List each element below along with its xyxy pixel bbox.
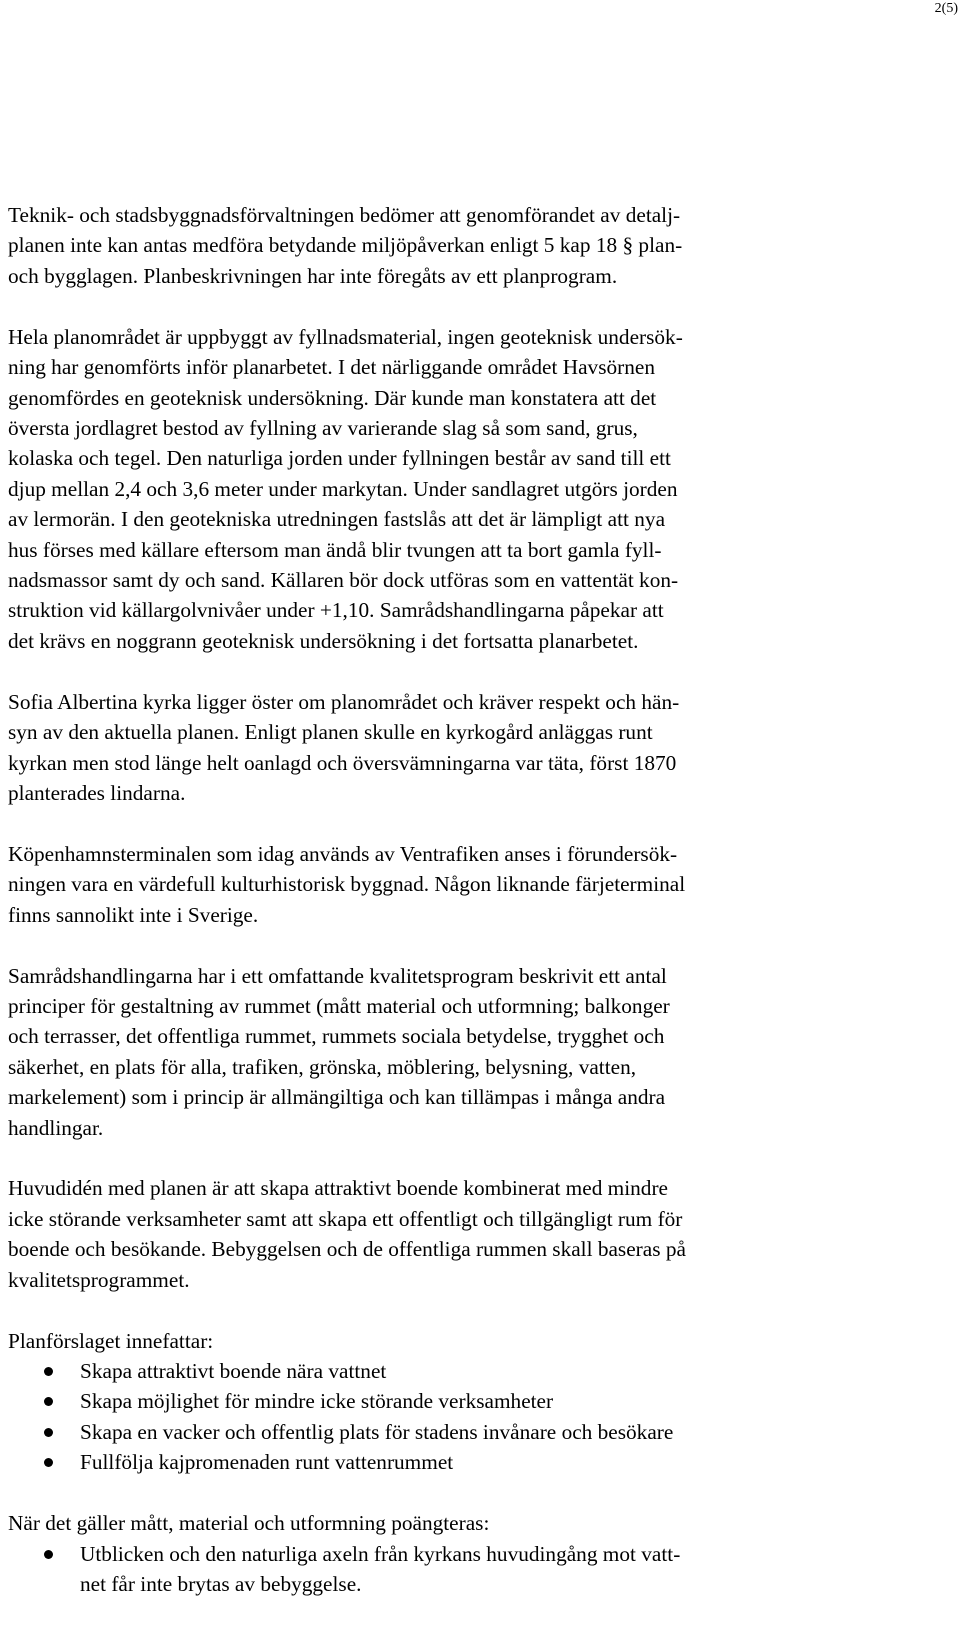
- list-item-text: Fullfölja kajpromenaden runt vattenrummet: [80, 1450, 454, 1475]
- paragraph-kyrka: [8, 687, 838, 809]
- text-line: av lermorän. I den geotekniska utredningen fastslås att det är lämpligt att nya: [8, 507, 666, 532]
- list-item-text: Skapa attraktivt boende nära vattnet: [80, 1359, 387, 1383]
- text-line: säkerhet, en plats för alla, trafiken, grönska, möblering, belysning, vatten,: [8, 1054, 637, 1079]
- text-line: handlingar.: [8, 1115, 104, 1140]
- text-line: ningen vara en värdefull kulturhistorisk byggnad. Någon liknande färjeterminal: [8, 872, 686, 897]
- text-line: Teknik- och stadsbyggnadsförvaltningen bedömer att genomförandet av detalj-: [8, 203, 681, 227]
- text-line: ning har genomförts inför planarbetet. I det närliggande området Havsörnen: [8, 355, 655, 380]
- bullet-icon: [44, 1367, 53, 1376]
- text-line: principer för gestaltning av rummet (mått material och utformning; balkonger: [8, 993, 670, 1018]
- text-line: Samrådshandlingarna har i ett omfattande kvalitetsprogram beskrivit ett antal: [8, 963, 667, 988]
- paragraph-huvudide: [8, 1173, 838, 1295]
- list-item-text: Skapa möjlighet för mindre icke störande verksamheter: [80, 1389, 554, 1414]
- text-line: Planförslaget innefattar:: [8, 1328, 214, 1353]
- list-item: [8, 1356, 838, 1386]
- text-line: översta jordlagret bestod av fyllning av varierande slag så som sand, grus,: [8, 415, 638, 440]
- text-line: Hela planområdet är uppbyggt av fyllnadsmaterial, ingen geoteknisk undersök-: [8, 324, 683, 349]
- text-line: icke störande verksamheter samt att skapa ett offentligt och tillgängligt rum för: [8, 1206, 683, 1231]
- bullet-icon: [44, 1550, 53, 1559]
- text-line: hus förses med källare eftersom man ändå blir tvungen att ta bort gamla fyll-: [8, 537, 662, 562]
- text-line: Köpenhamnsterminalen som idag används av Ventrafiken anses i förundersök-: [8, 841, 678, 866]
- page-number: 2(5): [934, 1, 958, 16]
- bullet-icon: [44, 1458, 53, 1467]
- text-line: markelement) som i princip är allmängiltiga och kan tillämpas i många andra: [8, 1085, 666, 1110]
- list-intro-planforslaget: [8, 1326, 838, 1356]
- text-line: nadsmassor samt dy och sand. Källaren bör dock utföras som en vattentät kon-: [8, 567, 679, 592]
- list-item: [8, 1539, 838, 1600]
- text-line: syn av den aktuella planen. Enligt planen skulle en kyrkogård anläggas runt: [8, 720, 653, 745]
- bullet-icon: [44, 1397, 53, 1406]
- paragraph-kvalitetsprogram: [8, 961, 838, 1143]
- text-line: planterades lindarna.: [8, 780, 186, 805]
- list-item-text: net får inte brytas av bebyggelse.: [80, 1571, 362, 1596]
- text-line: finns sannolikt inte i Sverige.: [8, 902, 259, 927]
- list-item: [8, 1417, 838, 1447]
- text-line: genomfördes en geoteknisk undersökning. Där kunde man konstatera att det: [8, 385, 657, 410]
- text-line: boende och besökande. Bebyggelsen och de offentliga rummen skall baseras på: [8, 1237, 686, 1262]
- text-line: det krävs en noggrann geoteknisk undersökning i det fortsatta planarbetet.: [8, 628, 639, 653]
- text-line: struktion vid källargolvnivåer under +1,10. Samrådshandlingarna påpekar att: [8, 598, 664, 623]
- text-line: Sofia Albertina kyrka ligger öster om planområdet och kräver respekt och hän-: [8, 689, 680, 714]
- paragraph-miljopaverkan: [8, 200, 838, 291]
- text-line: djup mellan 2,4 och 3,6 meter under markytan. Under sandlagret utgörs jorden: [8, 476, 678, 501]
- paragraph-terminal: [8, 839, 838, 930]
- text-line: Huvudidén med planen är att skapa attraktivt boende kombinerat med mindre: [8, 1176, 668, 1201]
- text-line: kolaska och tegel. Den naturliga jorden under fyllningen består av sand till ett: [8, 446, 671, 471]
- bullet-list-matt: [8, 1539, 838, 1600]
- text-line: kyrkan men stod länge helt oanlagd och översvämningarna var täta, först 1870: [8, 750, 677, 775]
- text-line: När det gäller mått, material och utformning poängteras:: [8, 1511, 490, 1536]
- paragraph-geoteknik: [8, 322, 838, 656]
- text-line: och bygglagen. Planbeskrivningen har inte föregåts av ett planprogram.: [8, 263, 618, 288]
- list-intro-matt: [8, 1508, 838, 1538]
- list-item-text: Skapa en vacker och offentlig plats för stadens invånare och besökare: [80, 1419, 674, 1444]
- bullet-icon: [44, 1428, 53, 1437]
- list-item: [8, 1447, 838, 1477]
- list-item: [8, 1386, 838, 1416]
- text-line: kvalitetsprogrammet.: [8, 1267, 190, 1292]
- list-item-text: Utblicken och den naturliga axeln från kyrkans huvudingång mot vatt-: [80, 1541, 681, 1566]
- text-line: planen inte kan antas medföra betydande miljöpåverkan enligt 5 kap 18 § plan-: [8, 233, 683, 258]
- document-body: [8, 200, 838, 1599]
- text-line: och terrasser, det offentliga rummet, rummets sociala betydelse, trygghet och: [8, 1024, 665, 1049]
- bullet-list-planforslaget: [8, 1356, 838, 1478]
